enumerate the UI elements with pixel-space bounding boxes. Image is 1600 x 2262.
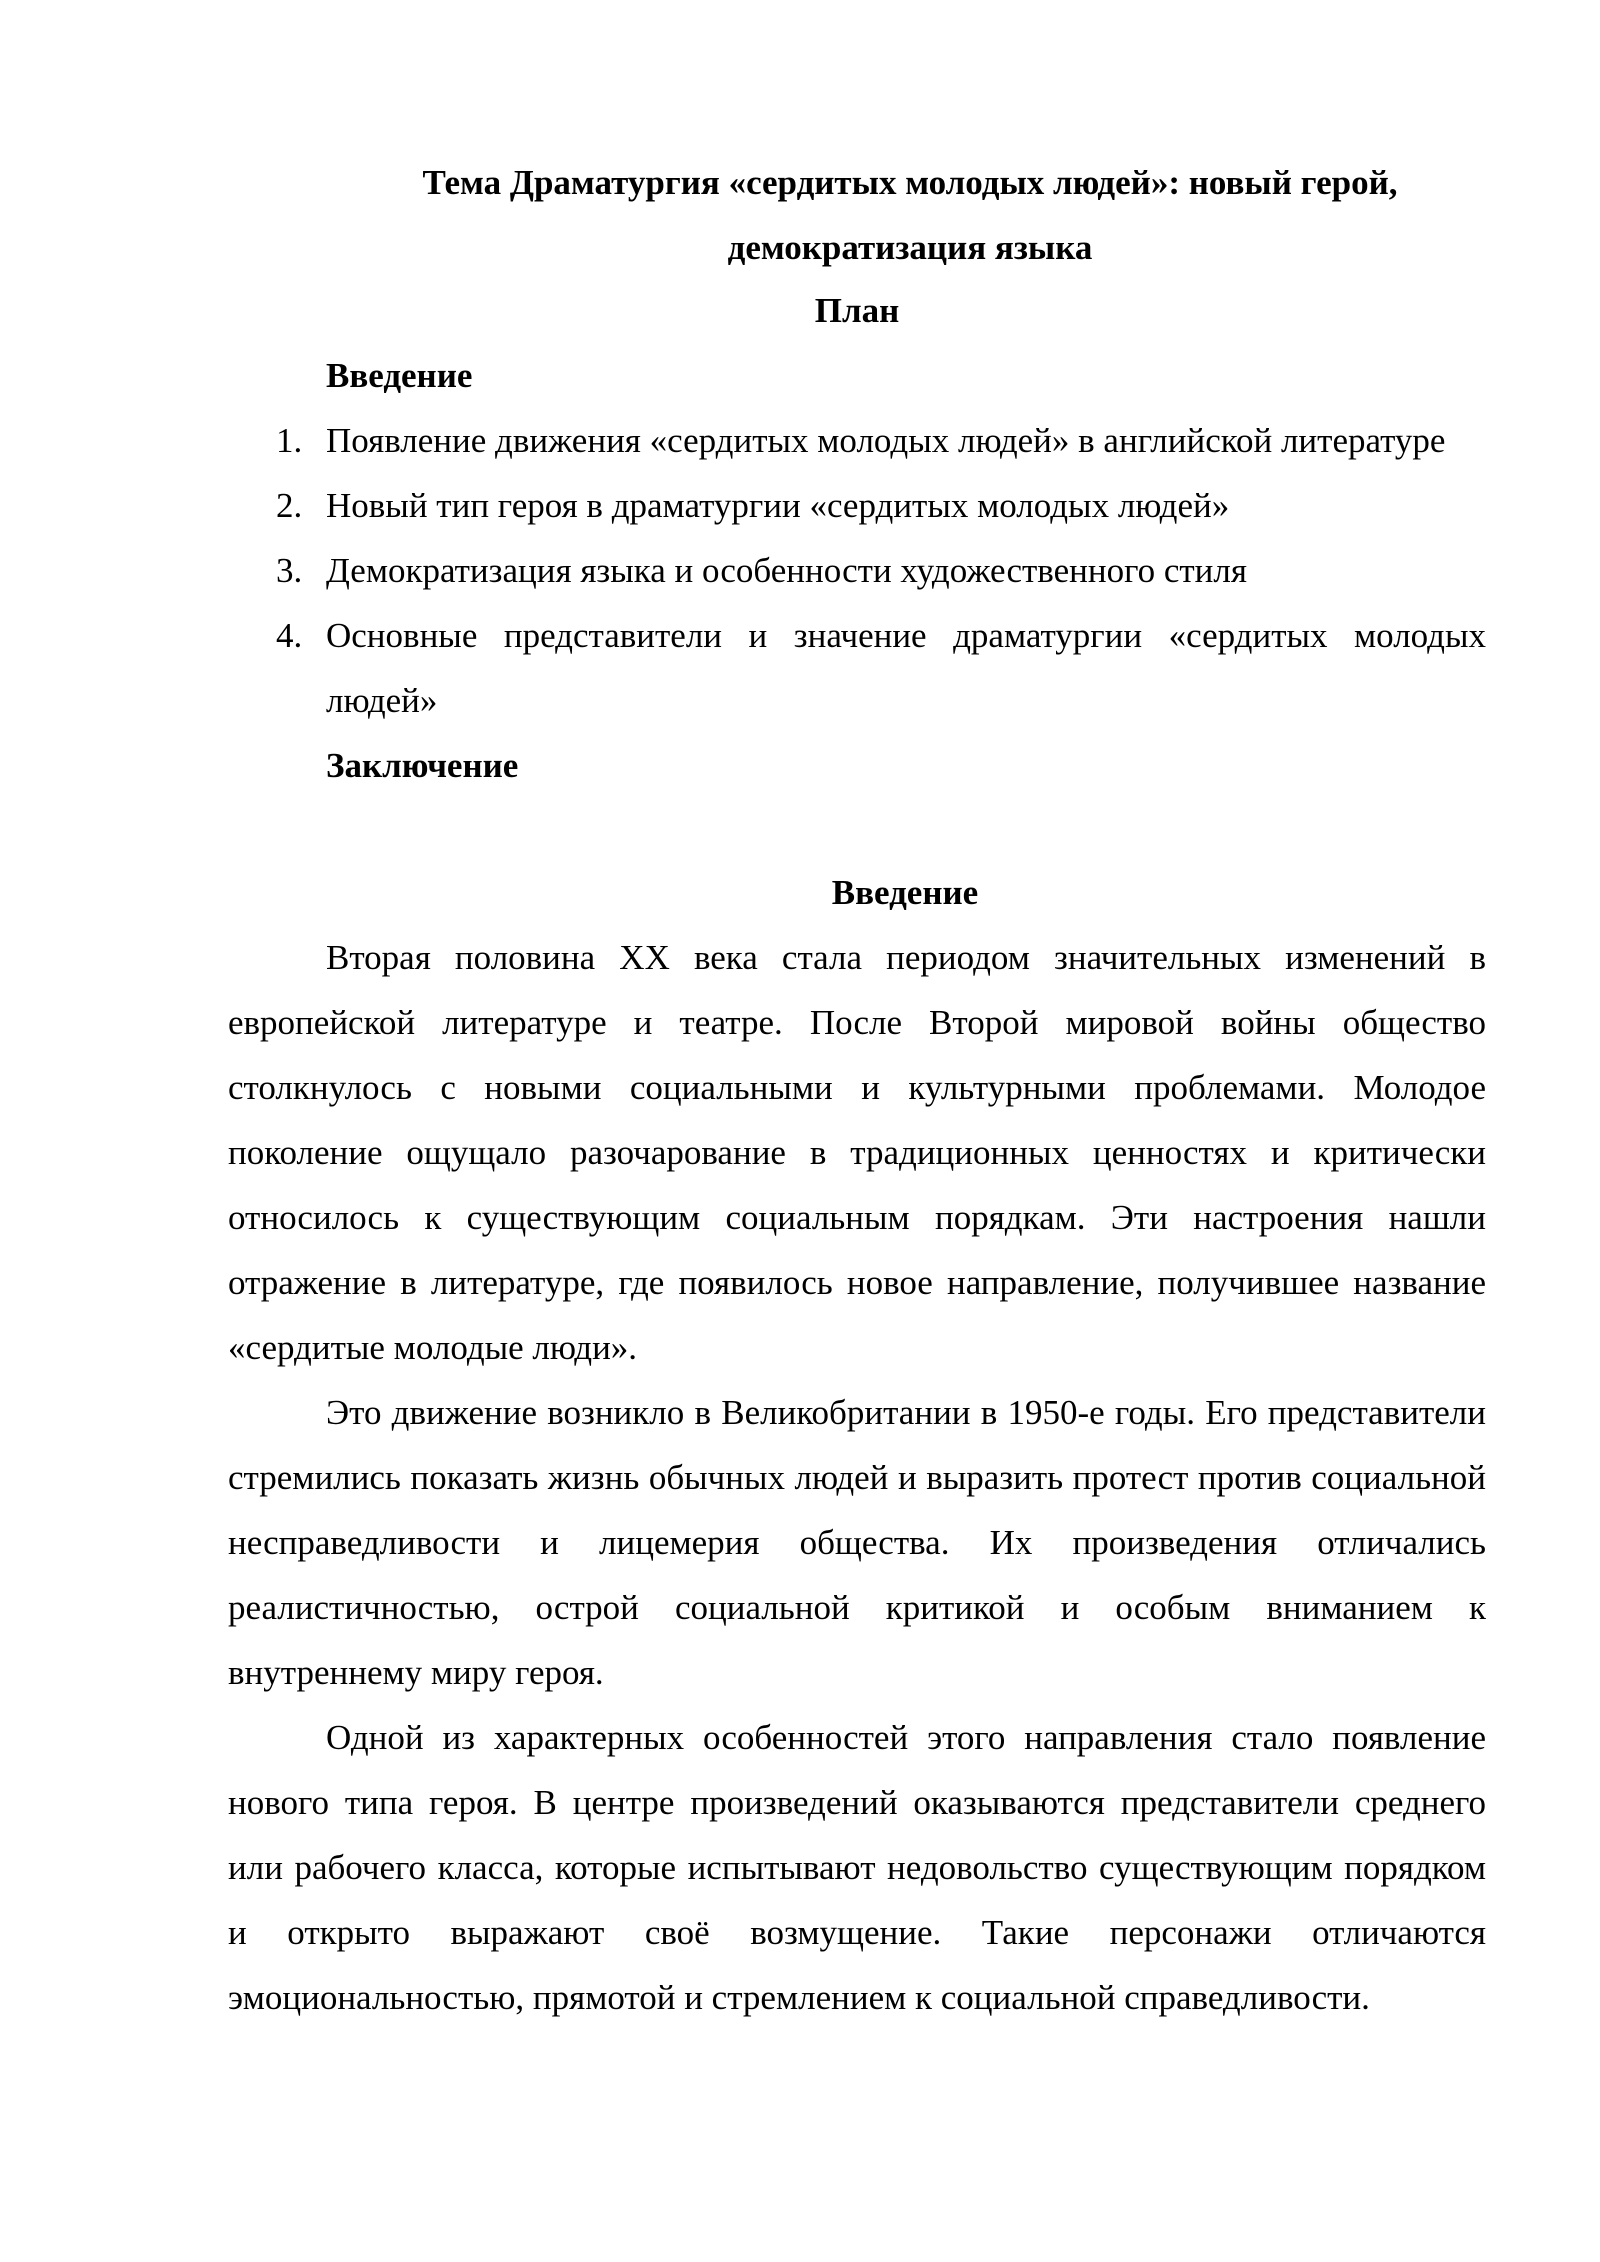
toc-introduction: Введение: [326, 356, 473, 395]
table-of-contents: [228, 343, 1486, 798]
toc-item: [228, 603, 1486, 733]
toc-conclusion: Заключение: [326, 746, 519, 785]
document-title-line-1: Тема Драматургия «сердитых молодых людей»: новый герой,: [422, 163, 1398, 202]
toc-item-text: Основные представители и значение драматургии «сердитых молодых людей»: [326, 616, 1486, 720]
toc-item-number: 3.: [276, 551, 303, 590]
document-title-line-2: демократизация языка: [727, 228, 1093, 267]
toc-item-number: 4.: [276, 616, 303, 655]
toc-item: [228, 473, 1486, 538]
toc-item: [228, 538, 1486, 603]
body-paragraph: Это движение возникло в Великобритании в 1950-е годы. Его представители стремились показать жизнь обычных людей и выразить протест против социальной несправедливости и лицемерия общества. Их произведения отличались реалистичностью, острой социальной критикой и особым вниманием к внутреннему миру героя.: [228, 1393, 1486, 1692]
toc-item-text: Демократизация языка и особенности художественного стиля: [326, 551, 1247, 590]
body-paragraph: Одной из характерных особенностей этого направления стало появление нового типа героя. В центре произведений оказываются представители среднего или рабочего класса, которые испытывают недовольство существующим порядком и открыто выражают своё возмущение. Такие персонажи отличаются эмоциональностью, прямотой и стремлением к социальной справедливости.: [228, 1718, 1486, 2017]
toc-item-number: 1.: [276, 421, 303, 460]
introduction-heading: Введение: [831, 873, 979, 912]
toc-item-number: 2.: [276, 486, 303, 525]
toc-item: [228, 408, 1486, 473]
plan-heading: План: [814, 291, 900, 330]
introduction-body: [228, 925, 1486, 2030]
document-title: [380, 150, 1440, 280]
body-paragraph: Вторая половина XX века стала периодом значительных изменений в европейской литературе и театре. После Второй мировой войны общество столкнулось с новыми социальными и культурными проблемами. Молодое поколение ощущало разочарование в традиционных ценностях и критически относилось к существующим социальным порядкам. Эти настроения нашли отражение в литературе, где появилось новое направление, получившее название «сердитые молодые люди».: [228, 938, 1486, 1367]
toc-item-text: Новый тип героя в драматургии «сердитых молодых людей»: [326, 486, 1230, 525]
toc-item-text: Появление движения «сердитых молодых людей» в английской литературе: [326, 421, 1446, 460]
